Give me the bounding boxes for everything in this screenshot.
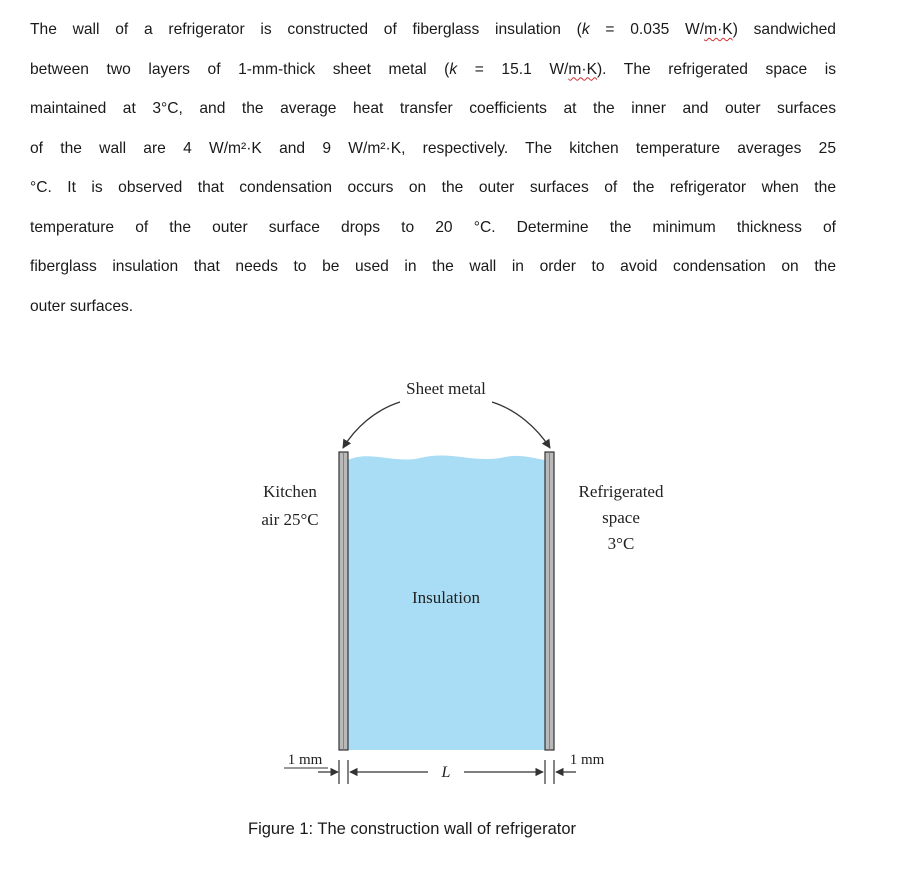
refrigerated-label-line3: 3°C xyxy=(607,534,635,553)
problem-line-8: outer surfaces. xyxy=(30,297,134,315)
refrigerated-label-line2: space xyxy=(602,508,640,527)
figure-caption: Figure 1: The construction wall of refrigerator xyxy=(248,820,577,838)
refrigerator-wall-figure xyxy=(0,360,904,820)
problem-line-3: maintained at 3°C, and the average heat transfer coefficients at the inner and outer surfaces xyxy=(30,100,836,117)
problem-line-6: temperature of the outer surface drops to 20 °C. Determine the minimum thickness of xyxy=(30,218,836,236)
kitchen-label-line2: air 25°C xyxy=(261,510,319,529)
sheet-metal-label: Sheet metal xyxy=(406,379,486,398)
kitchen-label-line1: Kitchen xyxy=(263,482,317,501)
problem-line-7: fiberglass insulation that needs to be used in the wall in order to avoid condensation on the xyxy=(30,258,836,275)
sheet-metal-arrow-left xyxy=(343,402,400,448)
problem-line-1: The wall of a refrigerator is constructed of fiberglass insulation (k = 0.035 W/m·K) sandwiched xyxy=(30,21,836,38)
left-thickness-label: 1 mm xyxy=(287,752,323,768)
problem-line-5: °C. It is observed that condensation occurs on the outer surfaces of the refrigerator when the xyxy=(30,179,836,196)
refrigerated-label-line1: Refrigerated xyxy=(578,482,664,501)
problem-statement xyxy=(30,10,836,326)
problem-line-4: of the wall are 4 W/m²·K and 9 W/m²·K, respectively. The kitchen temperature averages 25 xyxy=(30,139,836,157)
insulation-label: Insulation xyxy=(412,588,480,607)
sheet-metal-arrow-right xyxy=(492,402,550,448)
length-label: L xyxy=(441,764,451,781)
problem-line-2: between two layers of 1-mm-thick sheet metal (k = 15.1 W/m·K). The refrigerated space is xyxy=(30,60,836,78)
right-thickness-label: 1 mm xyxy=(569,752,605,768)
